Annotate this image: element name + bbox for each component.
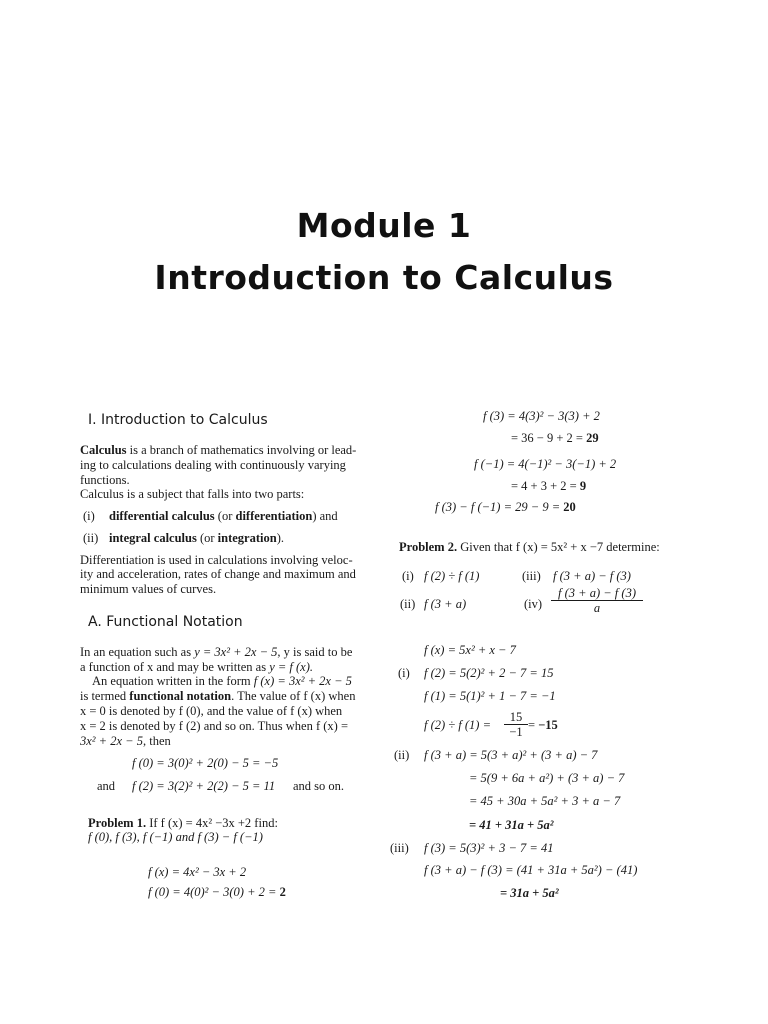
- fraction-denominator: −1: [509, 725, 523, 739]
- p2-item-iv-num: (iv): [524, 597, 543, 611]
- part-1: (i) differential calculus (or differentiation) and: [83, 509, 338, 523]
- p1-diff: f (3) − f (−1) = 29 − 9 = 20: [435, 500, 576, 514]
- fraction-numerator: f (3 + a) − f (3): [558, 586, 636, 600]
- intro-line-1: Calculus is a branch of mathematics involving or lead-: [80, 443, 357, 457]
- problem-2-statement: Problem 2. Given that f (x) = 5x² + x −7 determine:: [399, 540, 660, 554]
- module-title: [0, 200, 768, 304]
- fraction-denominator: a: [593, 601, 601, 615]
- section-heading: I. Introduction to Calculus: [88, 412, 268, 428]
- fn-line-2: a function of x and may be written as y = f (x).: [80, 660, 314, 674]
- p2-sol-iii-2: f (3 + a) − f (3) = (41 + 31a + 5a²) − (41): [424, 863, 638, 877]
- p2-item-i: f (2) ÷ f (1): [424, 569, 480, 583]
- fn-line-7: 3x² + 2x − 5, then: [80, 734, 171, 748]
- p1-step-2: f (0) = 4(0)² − 3(0) + 2 = 2: [148, 885, 286, 899]
- p1-fm1: f (−1) = 4(−1)² − 3(−1) + 2: [474, 457, 617, 471]
- module-heading: Introduction to Calculus: [154, 258, 614, 297]
- eq-f2: f (2) = 3(2)² + 2(2) − 5 = 11: [132, 779, 276, 793]
- p2-sol-i-1: f (2) = 5(2)² + 2 − 7 = 15: [424, 666, 554, 680]
- diff-line-3: minimum values of curves.: [80, 582, 217, 596]
- p2-sol-i-answer: = −15: [528, 718, 558, 732]
- diff-line-1: Differentiation is used in calculations involving veloc-: [80, 553, 353, 567]
- problem-1-statement: Problem 1. If f (x) = 4x² −3x +2 find:: [88, 816, 278, 830]
- eq-so-on: and so on.: [293, 779, 345, 793]
- intro-line-4: Calculus is a subject that falls into two parts:: [80, 487, 305, 501]
- fraction-numerator: 15: [509, 710, 523, 724]
- p2-item-iii: f (3 + a) − f (3): [553, 569, 631, 583]
- p2-item-i-num: (i): [402, 569, 414, 583]
- p2-sol-i-label: (i): [398, 666, 410, 680]
- p1-fm1-result: = 4 + 3 + 2 = 9: [511, 479, 587, 493]
- intro-line-3: functions.: [80, 473, 130, 487]
- p2-item-ii-num: (ii): [400, 597, 416, 611]
- problem-1-list: f (0), f (3), f (−1) and f (3) − f (−1): [88, 830, 263, 844]
- p2-f-def: f (x) = 5x² + x − 7: [424, 643, 516, 657]
- p1-f3: f (3) = 4(3)² − 3(3) + 2: [483, 409, 600, 423]
- p2-item-iv-fraction: [551, 586, 643, 615]
- fn-line-1: In an equation such as y = 3x² + 2x − 5, y is said to be: [80, 645, 353, 659]
- p2-item-iii-num: (iii): [522, 569, 541, 583]
- subsection-heading: A. Functional Notation: [88, 614, 243, 630]
- fn-line-4: is termed functional notation. The value of f (x) when: [80, 689, 356, 703]
- module-number: Module 1: [296, 206, 472, 245]
- fn-line-3: An equation written in the form f (x) = 3x² + 2x − 5: [92, 674, 352, 688]
- p1-step-1: f (x) = 4x² − 3x + 2: [148, 865, 247, 879]
- diff-line-2: ity and acceleration, rates of change and maximum and: [80, 567, 356, 581]
- eq-and: and: [97, 779, 116, 793]
- intro-line-2: ing to calculations dealing with continuously varying: [80, 458, 346, 472]
- p2-sol-ii-1: f (3 + a) = 5(3 + a)² + (3 + a) − 7: [424, 748, 598, 762]
- p2-sol-ii-4: = 41 + 31a + 5a²: [469, 818, 554, 832]
- p2-sol-ii-label: (ii): [394, 748, 410, 762]
- p2-item-ii: f (3 + a): [424, 597, 467, 611]
- fn-line-6: x = 2 is denoted by f (2) and so on. Thus when f (x) =: [80, 719, 348, 733]
- p2-sol-ii-2: = 5(9 + 6a + a²) + (3 + a) − 7: [469, 771, 625, 785]
- p2-sol-iii-1: f (3) = 5(3)² + 3 − 7 = 41: [424, 841, 554, 855]
- p2-sol-i-3: f (2) ÷ f (1) =: [424, 718, 492, 732]
- fn-line-5: x = 0 is denoted by f (0), and the value of f (x) when: [80, 704, 343, 718]
- p2-sol-iii-3: = 31a + 5a²: [500, 886, 559, 900]
- part-2: (ii) integral calculus (or integration).: [83, 531, 284, 545]
- eq-f0: f (0) = 3(0)² + 2(0) − 5 = −5: [132, 756, 279, 770]
- p2-sol-i-2: f (1) = 5(1)² + 1 − 7 = −1: [424, 689, 556, 703]
- p2-sol-ii-3: = 45 + 30a + 5a² + 3 + a − 7: [469, 794, 621, 808]
- p1-f3-result: = 36 − 9 + 2 = 29: [511, 431, 599, 445]
- p2-sol-i-fraction: [504, 710, 528, 739]
- p2-sol-iii-label: (iii): [390, 841, 409, 855]
